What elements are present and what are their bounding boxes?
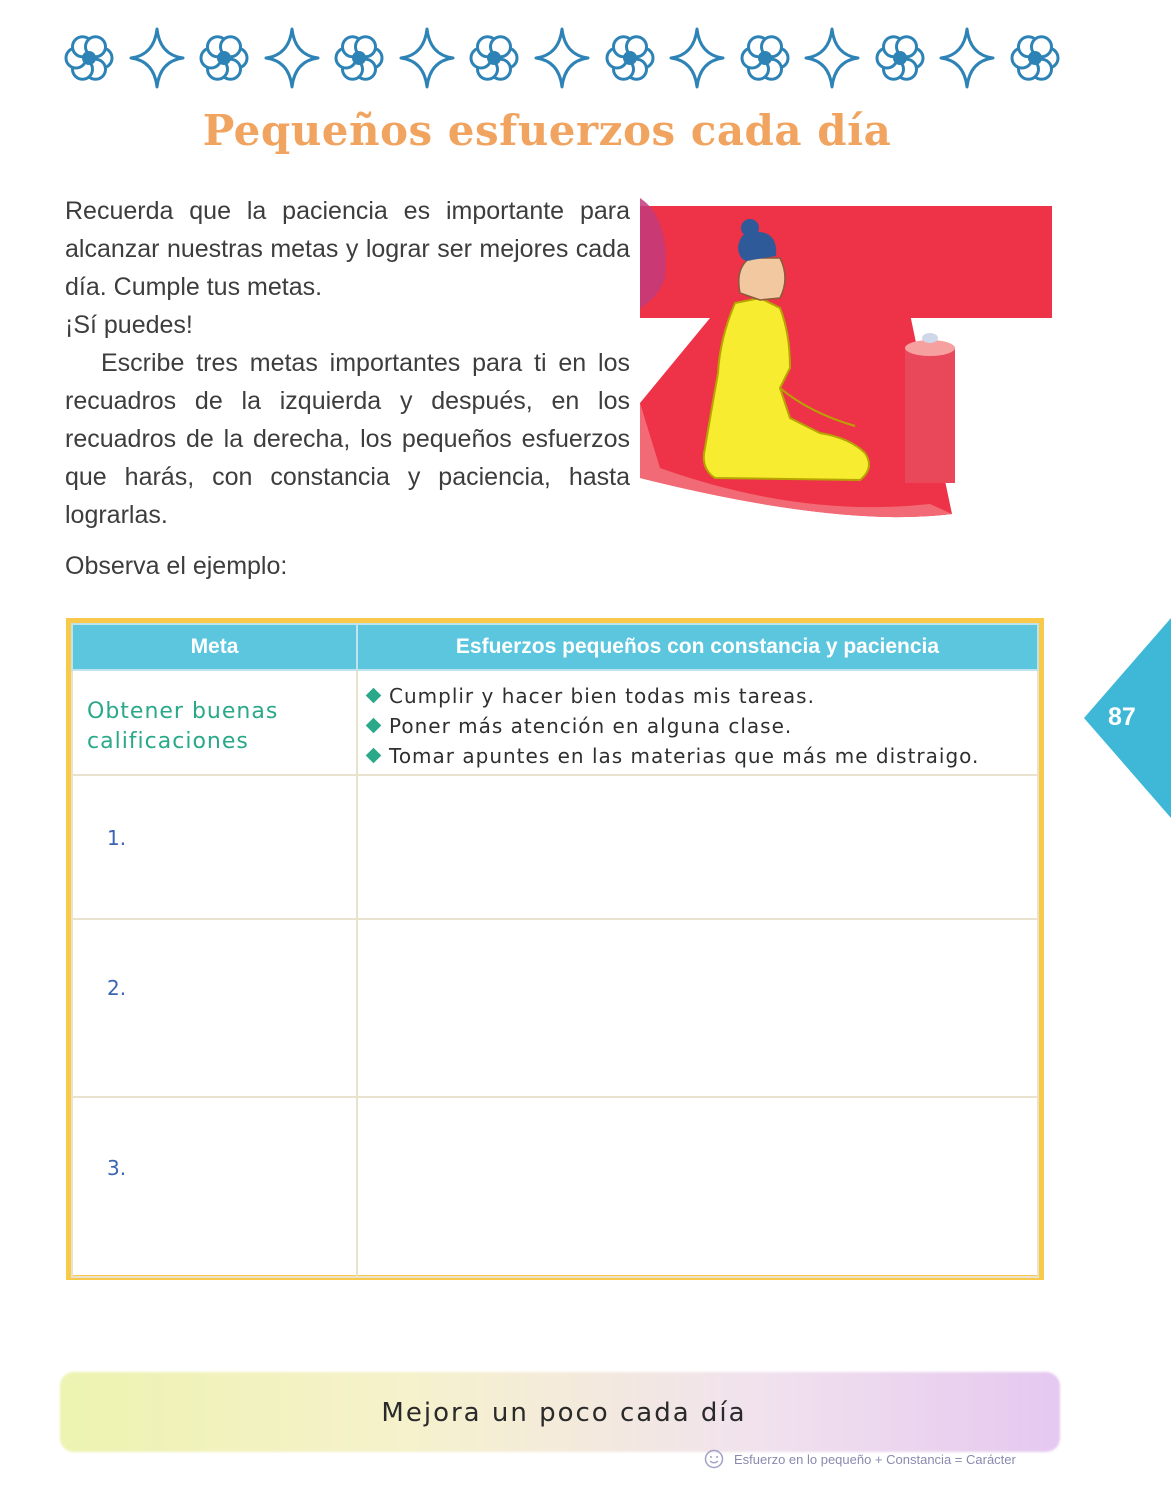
intro-exclamation: ¡Sí puedes!: [65, 311, 193, 339]
intro-paragraph-2: Escribe tres metas importantes para ti en los recuadros de la izquierda y después, en los recuadros de la derecha, los pequeños esfuerzos que harás, con constancia y paciencia, hasta lograrlas.: [65, 349, 630, 529]
meditating-girl-illustration: [640, 198, 1052, 518]
flower-ornament-icon: [62, 31, 116, 85]
example-row: [72, 670, 1038, 775]
diamond-bullet-icon: [366, 718, 382, 734]
flower-ornament-icon: [467, 31, 521, 85]
efforts-cell-3[interactable]: [357, 1097, 1038, 1277]
effort-item: Tomar apuntes en las materias que más me distraigo.: [364, 741, 1037, 771]
decorative-border: [62, 18, 1062, 98]
observe-label: Observa el ejemplo:: [65, 552, 288, 580]
star-ornament-icon: [939, 27, 995, 89]
flower-ornament-icon: [197, 31, 251, 85]
intro-paragraph-1: Recuerda que la paciencia es importante para alcanzar nuestras metas y lograr ser mejores cada día. Cumple tus metas.: [65, 197, 630, 301]
goal-cell-1[interactable]: [72, 775, 357, 919]
header-efforts: Esfuerzos pequeños con constancia y paciencia: [357, 624, 1038, 670]
star-ornament-icon: [534, 27, 590, 89]
row-number: 2.: [107, 976, 127, 1000]
example-meta: [73, 671, 356, 757]
flower-ornament-icon: [1008, 31, 1062, 85]
tagline-text: Esfuerzo en lo pequeño + Constancia = Carácter: [734, 1451, 1016, 1467]
effort-item: Cumplir y hacer bien todas mis tareas.: [364, 681, 1037, 711]
star-ornament-icon: [669, 27, 725, 89]
flower-ornament-icon: [873, 31, 927, 85]
star-ornament-icon: [129, 27, 185, 89]
goal-cell-3[interactable]: [72, 1097, 357, 1277]
flower-ornament-icon: [603, 31, 657, 85]
example-efforts-cell: [357, 670, 1038, 775]
example-meta-line-1: Obtener buenas: [87, 699, 279, 724]
goal-row-2: [72, 919, 1038, 1097]
flower-ornament-icon: [738, 31, 792, 85]
row-number: 1.: [107, 826, 127, 850]
footer-motto: Mejora un poco cada día: [381, 1398, 747, 1428]
diamond-bullet-icon: [366, 748, 382, 764]
smiley-icon: [704, 1449, 724, 1469]
example-efforts-list: [358, 671, 1037, 771]
goals-table: [66, 618, 1044, 1280]
example-meta-line-2: calificaciones: [87, 729, 249, 754]
header-meta: Meta: [72, 624, 357, 670]
page-title: Pequeños esfuerzos cada día: [202, 106, 892, 155]
intro-text: [65, 192, 630, 534]
efforts-cell-1[interactable]: [357, 775, 1038, 919]
star-ornament-icon: [264, 27, 320, 89]
goal-row-3: [72, 1097, 1038, 1277]
footer-tagline: [704, 1449, 1016, 1469]
diamond-bullet-icon: [366, 688, 382, 704]
page-number: 87: [1108, 703, 1136, 731]
goal-cell-2[interactable]: [72, 919, 357, 1097]
star-ornament-icon: [399, 27, 455, 89]
effort-item: Poner más atención en alguna clase.: [364, 711, 1037, 741]
flower-ornament-icon: [332, 31, 386, 85]
example-meta-cell: [72, 670, 357, 775]
star-ornament-icon: [804, 27, 860, 89]
goal-row-1: [72, 775, 1038, 919]
row-number: 3.: [107, 1156, 127, 1180]
efforts-cell-2[interactable]: [357, 919, 1038, 1097]
